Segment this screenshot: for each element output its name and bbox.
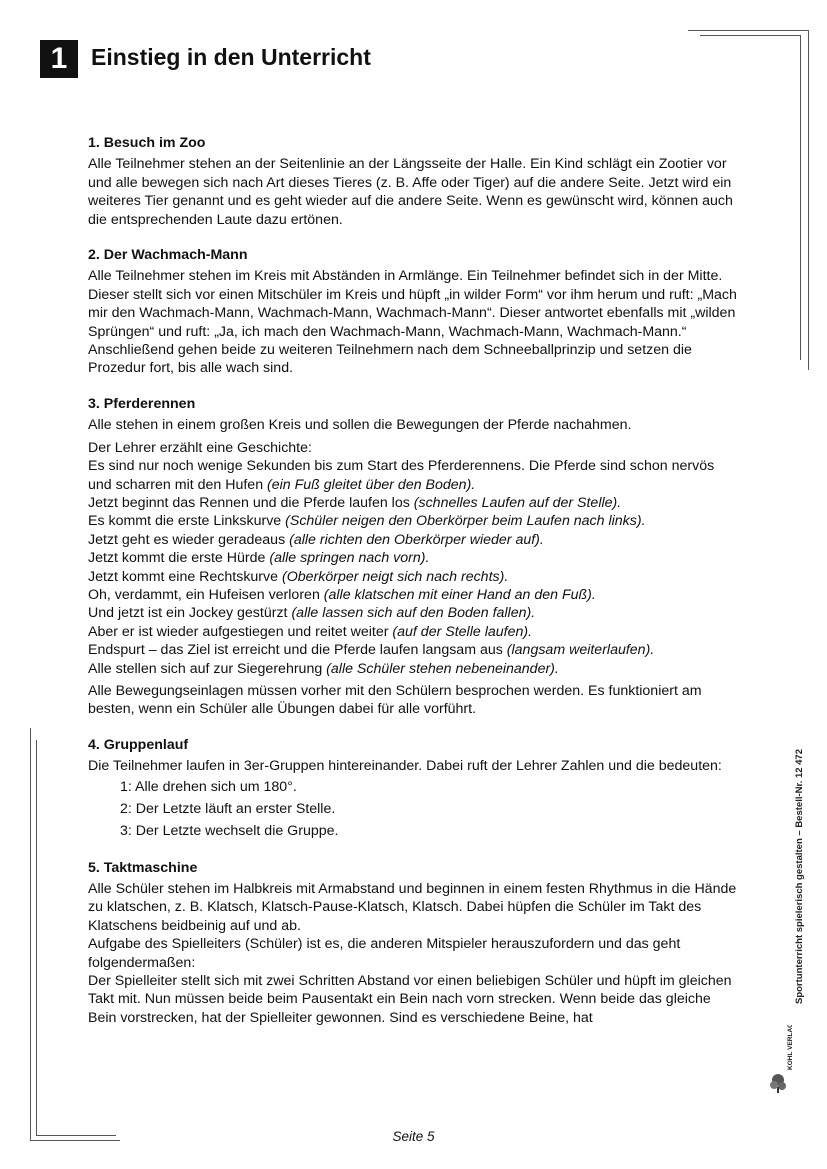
frame-line-top	[688, 30, 808, 31]
frame-line-right	[808, 30, 809, 370]
section-besuch-im-zoo	[88, 134, 740, 229]
story	[88, 457, 740, 678]
frame-line-left-inner	[36, 740, 37, 1135]
list-item: 3: Der Letzte wechselt die Gruppe.	[120, 822, 339, 839]
section-text-2: Aufgabe des Spielleiters (Schüler) ist es, die anderen Mitspieler herauszufordern und das geht folgendermaßen:	[88, 936, 681, 971]
section-heading: 1. Besuch im Zoo	[88, 135, 206, 151]
story-intro: Der Lehrer erzählt eine Geschichte:	[88, 439, 312, 456]
section-heading: 3. Pferderennen	[88, 395, 196, 412]
sidebar-text: Sportunterricht spielerisch gestalten – Bestell-Nr. 12 472	[793, 748, 805, 1004]
kohl-verlag-logo	[768, 1025, 800, 1095]
sidebar-order-info	[790, 735, 808, 1017]
list-item: 2: Der Letzte läuft an erster Stelle.	[120, 800, 336, 817]
list-item: 1: Alle drehen sich um 180°.	[120, 778, 297, 795]
story-line: Alle stellen sich auf zur Siegerehrung (alle Schüler stehen nebeneinander).	[88, 660, 559, 677]
rules-list	[88, 776, 740, 842]
section-text: Alle Teilnehmer stehen an der Seitenlinie an der Längsseite der Halle. Ein Kind schlägt ein Zootier vor und alle bewegen sich nach Art dieses Tieres (z. B. Affe oder Tiger) auf die andere Seite. Jetzt wird ein weiteres Tier genannt und es geht wieder auf die andere Seite. Wenn es gewünscht wird, können auch die entsprechenden Laute dazu ertönen.	[88, 156, 733, 228]
section-text: Die Teilnehmer laufen in 3er-Gruppen hintereinander. Dabei ruft der Lehrer Zahlen und die bedeuten:	[88, 758, 722, 775]
page-number: Seite 5	[392, 1129, 435, 1144]
story-line: Und jetzt ist ein Jockey gestürzt (alle lassen sich auf den Boden fallen).	[88, 605, 536, 622]
story-line: Es kommt die erste Linkskurve (Schüler neigen den Oberkörper beim Laufen nach links).	[88, 513, 646, 530]
logo-text: KOHL VERLAG	[787, 1025, 794, 1070]
frame-line-right-inner	[800, 35, 801, 360]
story-line: Es sind nur noch wenige Sekunden bis zum Start des Pferderennens. Die Pferde sind schon nervös und scharren mit den Hufen (ein Fuß gleitet über den Boden).	[88, 458, 715, 493]
section-text: Alle Schüler stehen im Halbkreis mit Armabstand und beginnen in einem festen Rhythmus in die Hände zu klatschen, z. B. Klatsch, Klatsch-Pause-Klatsch, Klatsch. Dabei hüpfen die Schüler im Takt des Klatschens beidbeinig auf und ab.	[88, 881, 737, 934]
section-taktmaschine	[88, 859, 740, 1028]
main-content	[88, 134, 740, 1044]
chapter-title: Einstieg in den Unterricht	[91, 44, 371, 70]
section-text-3: Der Spielleiter stellt sich mit zwei Schritten Abstand vor einen beliebigen Schüler und hüpft im gleichen Takt mit. Nun müssen beide beim Pausentakt ein Bein nach vorn strecken. Wenn beide das gleiche Bein vorstrecken, hat der Spielleiter gewonnen. Sind es verschiedene Beine, hat	[88, 973, 732, 1026]
section-heading: 2. Der Wachmach-Mann	[88, 247, 248, 264]
story-line: Jetzt beginnt das Rennen und die Pferde laufen los (schnelles Laufen auf der Stelle).	[88, 494, 622, 511]
story-line: Oh, verdammt, ein Hufeisen verloren (alle klatschen mit einer Hand an den Fuß).	[88, 586, 596, 603]
story-line: Jetzt geht es wieder geradeaus (alle richten den Oberkörper wieder auf).	[88, 531, 544, 548]
section-outro: Alle Bewegungseinlagen müssen vorher mit den Schülern besprochen werden. Es funktioniert am besten, wenn ein Schüler alle Übungen dabei für alle vorführt.	[88, 682, 702, 718]
story-line: Aber er ist wieder aufgestiegen und reitet weiter (auf der Stelle laufen).	[88, 623, 533, 640]
frame-line-top-inner	[700, 35, 800, 36]
frame-line-left	[30, 728, 31, 1140]
section-gruppenlauf	[88, 736, 740, 842]
story-line: Jetzt kommt eine Rechtskurve (Oberkörper neigt sich nach rechts).	[88, 568, 509, 585]
section-pferderennen	[88, 395, 740, 719]
section-wachmach-mann	[88, 246, 740, 378]
section-text: Alle Teilnehmer stehen im Kreis mit Abständen in Armlänge. Ein Teilnehmer befindet sich in der Mitte. Dieser stellt sich vor einen Mitschüler im Kreis und hüpft „in wilder Form“ vor ihm herum und ruft: „Mach mir den Wachmach-Mann, Wachmach-Mann, Wachmach-Mann“. Dieser antwortet ebenfalls mit „wilden Sprüngen“ und ruft: „Ja, ich mach den Wachmach-Mann, Wachmach-Mann, Wachmach-Mann.“ Anschließend gehen beide zu weiteren Teilnehmern nach dem Schneeballprinzip und setzen die Prozedur fort, bis alle wach sind.	[88, 268, 737, 377]
story-line: Jetzt kommt die erste Hürde (alle springen nach vorn).	[88, 550, 430, 567]
section-heading: 4. Gruppenlauf	[88, 736, 189, 753]
section-heading: 5. Taktmaschine	[88, 859, 198, 876]
chapter-number-badge: 1	[40, 40, 78, 78]
story-line: Endspurt – das Ziel ist erreicht und die Pferde laufen langsam aus (langsam weiterlaufen).	[88, 642, 655, 659]
tree-logo-icon	[768, 1025, 800, 1095]
section-intro: Alle stehen in einem großen Kreis und sollen die Bewegungen der Pferde nachahmen.	[88, 417, 632, 434]
